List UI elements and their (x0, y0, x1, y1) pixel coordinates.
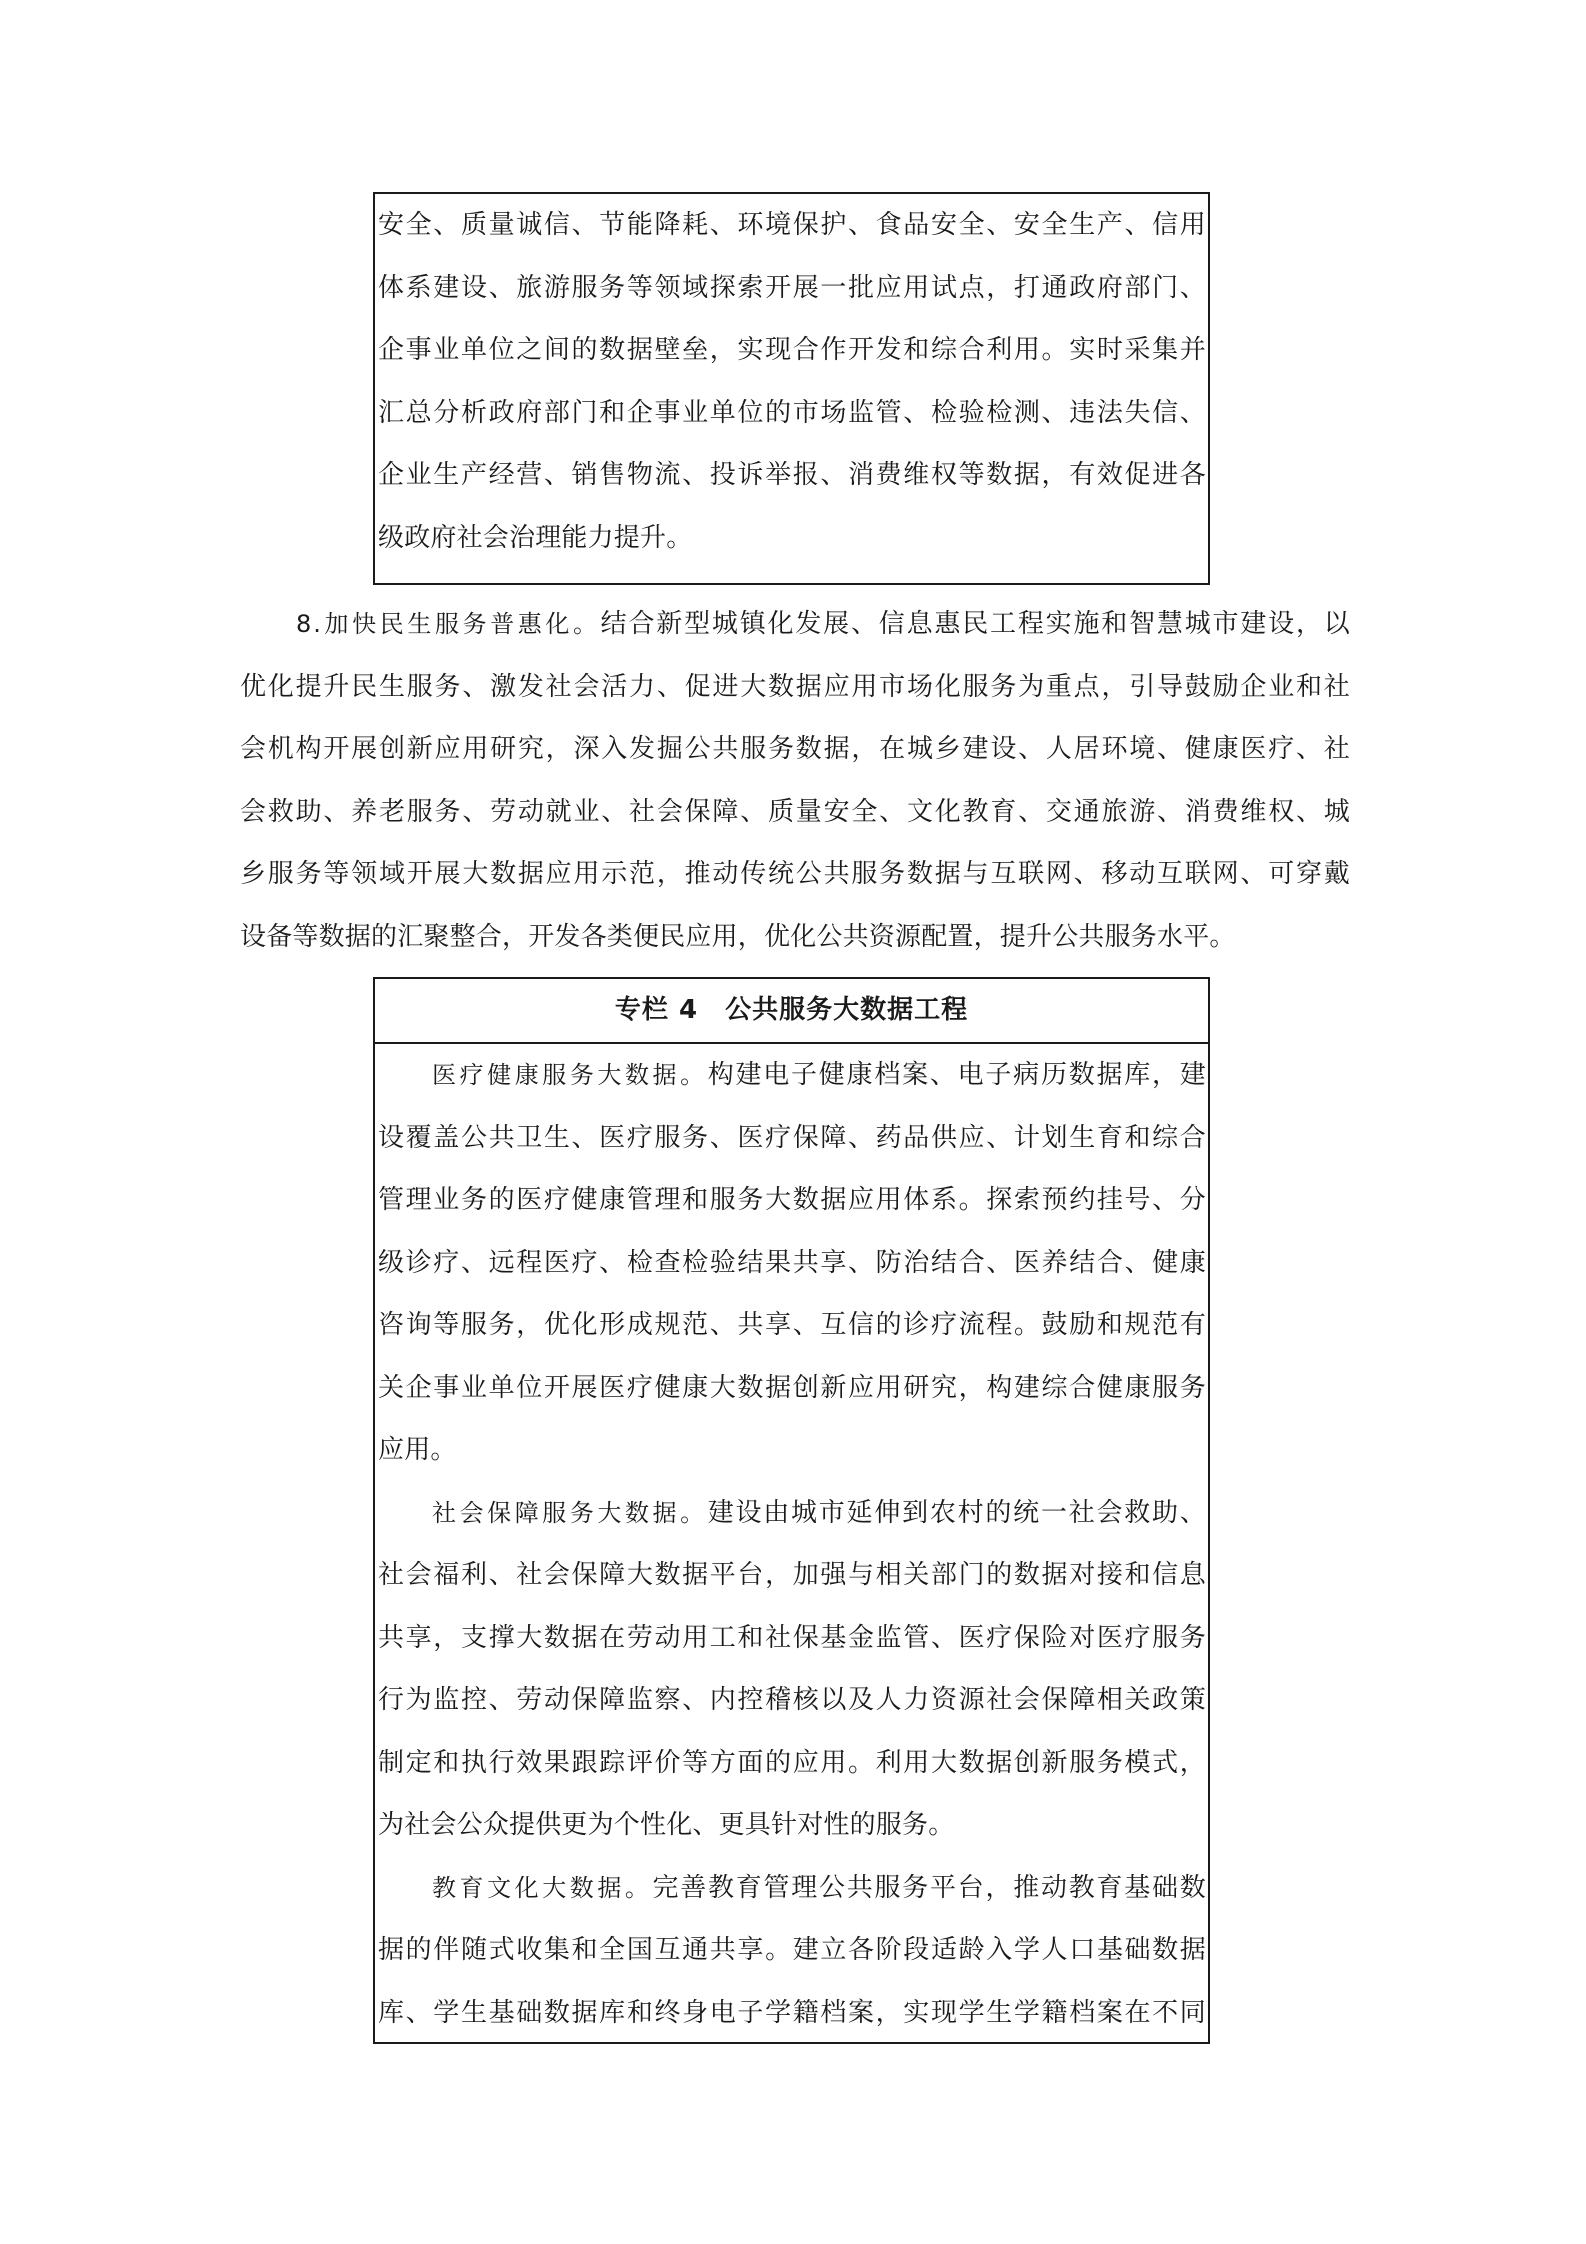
text-line: 乡服务等领域开展大数据应用示范，推动传统公共服务数据与互联网、移动互联网、可穿戴 (240, 859, 1350, 889)
text-line: 行为监控、劳动保障监察、内控稽核以及人力资源社会保障相关政策 (378, 1685, 1206, 1715)
text-line: 据的伴随式收集和全国互通共享。建立各阶段适龄入学人口基础数据 (378, 1935, 1206, 1965)
text-line: 社会福利、社会保障大数据平台，加强与相关部门的数据对接和信息 (378, 1560, 1206, 1590)
section-8-paragraph (240, 593, 1350, 968)
text-line: 医疗健康服务大数据。构建电子健康档案、电子病历数据库，建 (432, 1060, 1206, 1090)
text-line: 级政府社会治理能力提升。 (378, 522, 693, 553)
text-line: 制定和执行效果跟踪评价等方面的应用。利用大数据创新服务模式， (378, 1747, 1206, 1778)
column-4-box (373, 977, 1210, 2044)
text-line: 关企事业单位开展医疗健康大数据创新应用研究，构建综合健康服务 (378, 1372, 1206, 1403)
text-line: 会救助、养老服务、劳动就业、社会保障、质量安全、文化教育、交通旅游、消费维权、城 (240, 796, 1350, 827)
text-line: 为社会公众提供更为个性化、更具针对性的服务。 (378, 1810, 955, 1840)
text-line: 库、学生基础数据库和终身电子学籍档案，实现学生学籍档案在不同 (378, 1997, 1206, 2028)
text-line: 企事业单位之间的数据壁垒，实现合作开发和综合利用。实时采集并 (378, 335, 1206, 365)
subsection-heading-healthcare: 医疗健康服务大数据。 (432, 1061, 708, 1089)
text-line: 社会保障服务大数据。建设由城市延伸到农村的统一社会救助、 (432, 1497, 1206, 1528)
text-line: 优化提升民生服务、激发社会活力、促进大数据应用市场化服务为重点，引导鼓励企业和社 (240, 671, 1350, 702)
continued-column-box (373, 192, 1210, 585)
text-line: 安全、质量诚信、节能降耗、环境保护、食品安全、安全生产、信用 (378, 210, 1206, 240)
text-line: 应用。 (378, 1435, 457, 1465)
text-line: 8.加快民生服务普惠化。结合新型城镇化发展、信息惠民工程实施和智慧城市建设，以 (296, 609, 1350, 639)
text-line: 汇总分析政府部门和企事业单位的市场监管、检验检测、违法失信、 (378, 397, 1206, 428)
text-line: 企业生产经营、销售物流、投诉举报、消费维权等数据，有效促进各 (378, 460, 1206, 490)
text-line: 教育文化大数据。完善教育管理公共服务平台，推动教育基础数 (432, 1872, 1206, 1903)
column-title: 专栏 4 公共服务大数据工程 (375, 979, 1208, 1044)
section-heading: 8.加快民生服务普惠化。 (296, 610, 601, 638)
text-line: 共享，支撑大数据在劳动用工和社保基金监管、医疗保险对医疗服务 (378, 1622, 1206, 1653)
text-line: 级诊疗、远程医疗、检查检验结果共享、防治结合、医养结合、健康 (378, 1247, 1206, 1278)
subsection-heading-social-security: 社会保障服务大数据。 (432, 1498, 708, 1527)
text-line: 设备等数据的汇聚整合，开发各类便民应用，优化公共资源配置，提升公共服务水平。 (240, 921, 1236, 952)
text-line: 设覆盖公共卫生、医疗服务、医疗保障、药品供应、计划生育和综合 (378, 1122, 1206, 1153)
text-line: 会机构开展创新应用研究，深入发掘公共服务数据，在城乡建设、人居环境、健康医疗、社 (240, 734, 1350, 764)
text-line: 体系建设、旅游服务等领域探索开展一批应用试点，打通政府部门、 (378, 272, 1206, 303)
subsection-heading-education: 教育文化大数据。 (432, 1873, 653, 1902)
text-line: 管理业务的医疗健康管理和服务大数据应用体系。探索预约挂号、分 (378, 1185, 1206, 1215)
text-line: 咨询等服务，优化形成规范、共享、互信的诊疗流程。鼓励和规范有 (378, 1310, 1206, 1340)
